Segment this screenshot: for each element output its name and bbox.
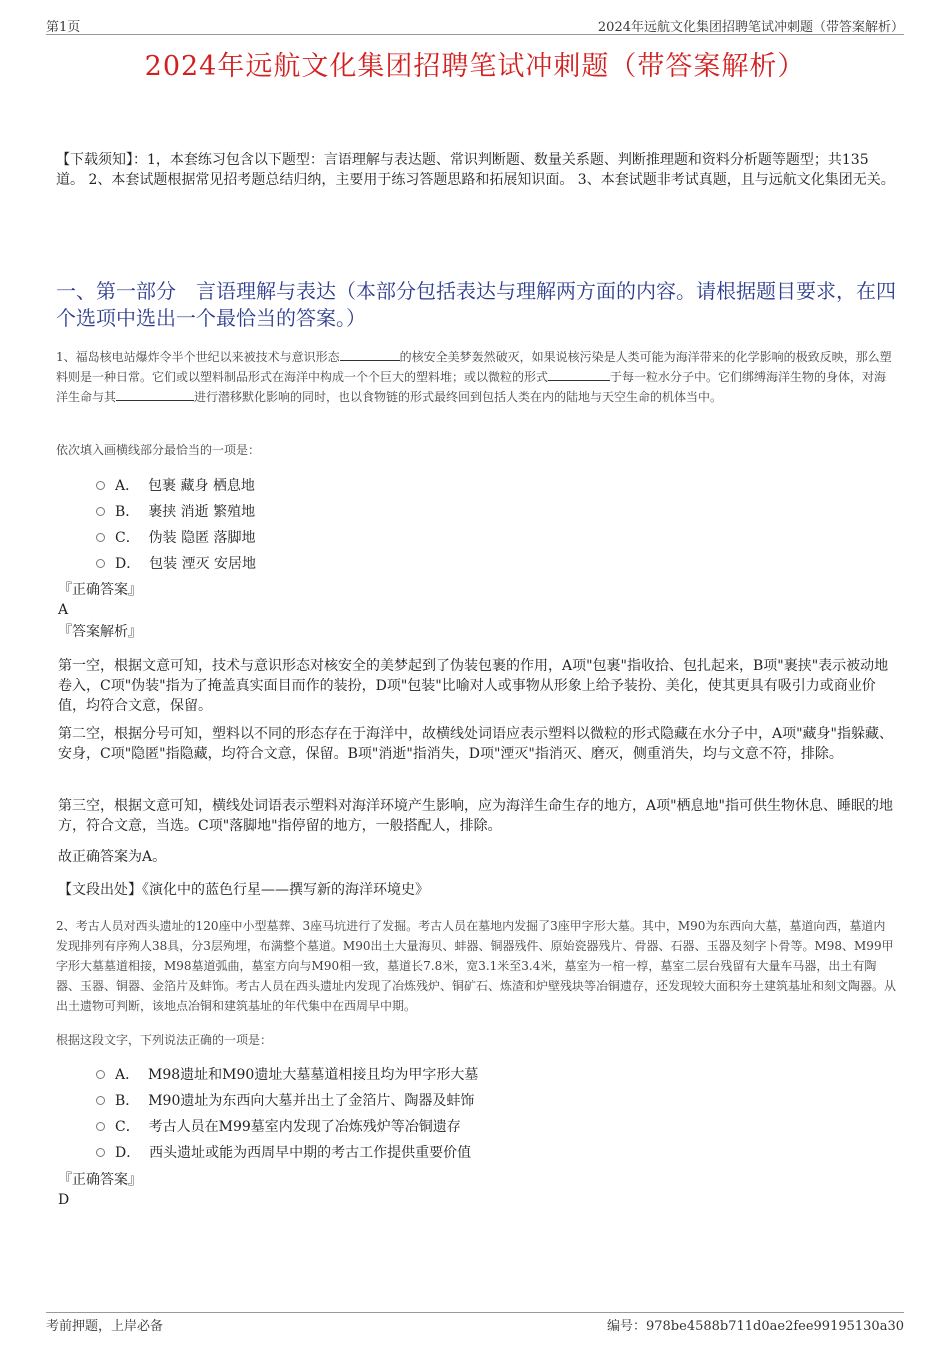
download-notice: 【下载须知】：1，本套练习包含以下题型：言语理解与表达题、常识判断题、数量关系题、判断推理题和资料分析题等题型；共135道。 2、本套试题根据常见招考题总结归纳，主要用于练习答题思路和拓展知识面。 3、本套试题非考试真题，且与远航文化集团无关。	[56, 152, 895, 188]
radio-icon[interactable]	[96, 481, 105, 490]
source-citation: 【文段出处】《演化中的蓝色行星——撰写新的海洋环境史》	[58, 882, 429, 898]
analysis-conclusion: 故正确答案为A。	[58, 849, 167, 865]
question-1-options	[96, 473, 256, 577]
option-d[interactable]: D． 包装 湮灭 安居地	[96, 551, 256, 577]
header-doc-title: 2024年远航文化集团招聘笔试冲刺题（带答案解析）	[597, 20, 904, 35]
question-2-text: 2、考古人员对西头遗址的120座中小型墓葬、3座马坑进行了发掘。考古人员在墓地内发掘了3座甲字形大墓。其中，M90为东西向大墓，墓道向西，墓道内发现排列有序殉人38具，分3层殉埋，布满整个墓道。M90出土大量海贝、蚌器、铜器残件、原始瓷器残片、骨器、石器、玉器及刻字卜骨等。M98、M99甲字形大墓墓道相接，M98墓道弧曲，墓室方向与M90相一致，墓道长7.8米，宽3.1米至3.4米，墓室为一棺一椁，墓室二层台残留有大量车马器，出土有陶器、玉器、铜器、金箔片及蚌饰。考古人员在西头遗址内发现了冶炼残炉、铜矿石、炼渣和炉壁残块等冶铜遗存，还发现较大面积夯土建筑基址和刻文陶器。从出土遗物可判断，该地点冶铜和建筑基址的年代集中在西周早中期。	[56, 919, 897, 1013]
page-title: 2024年远航文化集团招聘笔试冲刺题（带答案解析）	[144, 51, 806, 82]
radio-icon[interactable]	[96, 1148, 105, 1157]
blank-2	[548, 368, 610, 381]
q1-part-4: 进行潜移默化影响的同时，也以食物链的形式最终回到包括人类在内的陆地与天空生命的机体当中。	[194, 390, 723, 404]
footer-code: 编号：978be4588b711d0ae2fee99195130a30	[606, 1319, 904, 1334]
option-c[interactable]: C． 伪装 隐匿 落脚地	[96, 525, 256, 551]
blank-3	[116, 388, 194, 401]
page-footer	[46, 1312, 904, 1334]
option-c[interactable]: C． 考古人员在M99墓室内发现了冶炼残炉等冶铜遗存	[96, 1114, 478, 1140]
question-2-prompt: 根据这段文字，下列说法正确的一项是：	[56, 1033, 273, 1047]
radio-icon[interactable]	[96, 507, 105, 516]
option-b[interactable]: B． M90遗址为东西向大墓并出土了金箔片、陶器及蚌饰	[96, 1088, 478, 1114]
analysis-paragraph: 第一空，根据文意可知，技术与意识形态对核安全的美梦起到了伪装包裹的作用，A项"包裹"指收拾、包扎起来，B项"裹挟"表示被动地卷入，C项"伪装"指为了掩盖真实面目而作的装扮，D项"包装"比喻对人或事物从形象上给予装扮、美化，使其更具有吸引力或商业价值，均符合文意，保留。	[58, 658, 889, 714]
radio-icon[interactable]	[96, 533, 105, 542]
q1-part-3: 于每一粒水分子中。它们绑缚海洋生物的身体，对海洋生命与其	[56, 370, 887, 404]
q1-part-1: 1、福岛核电站爆炸令半个世纪以来被技术与意识形态	[56, 350, 340, 364]
analysis-label: 『答案解析』	[58, 624, 142, 640]
question-1-prompt: 依次填入画横线部分最恰当的一项是：	[56, 443, 261, 457]
answer-label: 『正确答案』	[58, 1172, 142, 1188]
page-number: 第1页	[46, 20, 81, 35]
option-a[interactable]: A． M98遗址和M90遗址大墓墓道相接且均为甲字形大墓	[96, 1062, 478, 1088]
radio-icon[interactable]	[96, 1096, 105, 1105]
blank-1	[340, 348, 400, 361]
analysis-paragraph: 第三空，根据文意可知，横线处词语表示塑料对海洋环境产生影响，应为海洋生命生存的地方，A项"栖息地"指可供生物休息、睡眠的地方，符合文意，当选。C项"落脚地"指停留的地方，一般搭配人，排除。	[58, 798, 893, 834]
option-d[interactable]: D． 西头遗址或能为西周早中期的考古工作提供重要价值	[96, 1140, 478, 1166]
question-1-text	[56, 347, 896, 407]
question-2-options	[96, 1062, 478, 1166]
footer-slogan: 考前押题，上岸必备	[46, 1319, 164, 1334]
radio-icon[interactable]	[96, 559, 105, 568]
radio-icon[interactable]	[96, 1122, 105, 1131]
answer-label: 『正确答案』	[58, 582, 142, 598]
option-b[interactable]: B． 裹挟 消逝 繁殖地	[96, 499, 256, 525]
option-a[interactable]: A． 包裹 藏身 栖息地	[96, 473, 256, 499]
q1-part-2: 的核安全美梦轰然破灭，如果说核污染是人类可能为海洋带来的化学影响的极致反映，那么塑料则是一种日常。它们或以塑料制品形式在海洋中构成一个个巨大的塑料堆；或以微粒的形式	[56, 350, 892, 384]
correct-answer: D	[58, 1192, 70, 1208]
section-title: 一、第一部分 言语理解与表达（本部分包括表达与理解两方面的内容。请根据题目要求，在四个选项中选出一个最恰当的答案。）	[56, 279, 896, 330]
page-header	[46, 14, 904, 35]
radio-icon[interactable]	[96, 1070, 105, 1079]
correct-answer: A	[58, 602, 69, 618]
analysis-paragraph: 第二空，根据分号可知，塑料以不同的形态存在于海洋中，故横线处词语应表示塑料以微粒的形式隐藏在水分子中，A项"藏身"指躲藏、安身，C项"隐匿"指隐藏，均符合文意，保留。B项"消逝"指消失，D项"湮灭"指消灭、磨灭，侧重消失，均与文意不符，排除。	[58, 726, 893, 762]
